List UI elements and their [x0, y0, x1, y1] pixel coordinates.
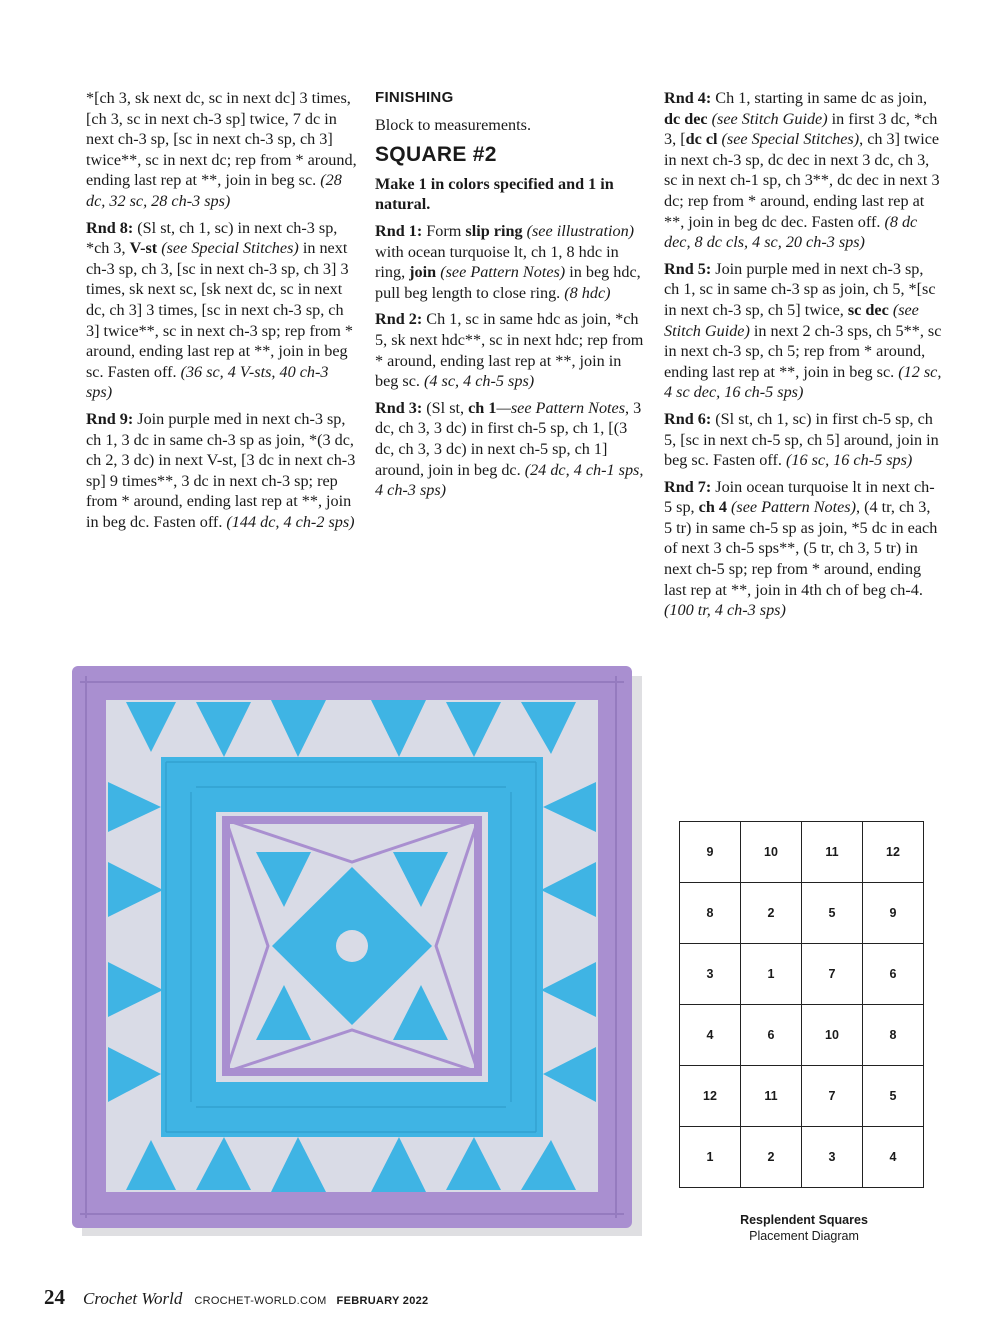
website: CROCHET-WORLD.COM: [194, 1295, 327, 1307]
finishing-text: Block to measurements.: [375, 115, 531, 134]
diagram-caption: [679, 1212, 929, 1244]
grid-row: [680, 1127, 924, 1188]
crochet-square-photo: [66, 662, 644, 1240]
rnd2-paragraph: Rnd 2: Ch 1, sc in same hdc as join, *ch 5, sk next hdc**, sc in next hdc; rep from * around, ending last rep at **, join in beg sc. (4 sc, 4 ch-5 sps): [375, 310, 644, 391]
diagram-caption-subtitle: Placement Diagram: [749, 1229, 859, 1243]
grid-cell: 3: [802, 1127, 863, 1188]
grid-cell: 4: [680, 1005, 741, 1066]
make-instruction: Make 1 in colors specified and 1 in natural.: [375, 174, 614, 214]
grid-cell: 2: [741, 1127, 802, 1188]
magazine-name: Crochet World: [83, 1289, 183, 1308]
placement-diagram: [679, 821, 924, 1188]
grid-cell: 9: [863, 883, 924, 944]
grid-cell: 7: [802, 944, 863, 1005]
grid-cell: 7: [802, 1066, 863, 1127]
grid-row: [680, 1066, 924, 1127]
rnd8-paragraph: Rnd 8: (Sl st, ch 1, sc) in next ch-3 sp, *ch 3, V-st (see Special Stitches) in next ch-3 sp, ch 3, [sc in next ch-3 sp, ch 3] 3 times, sk next sc, [sk next dc, sc in next dc, ch 3] 3 times, [sc in next ch-3 sp, ch 3] twice**, sc in next ch-3 sp; rep from * around, ending last rep at **, join in beg sc. Fasten off. (36 sc, 4 V-sts, 40 ch-3 sps): [86, 218, 354, 402]
rnd9-paragraph: Rnd 9: Join purple med in next ch-3 sp, ch 1, 3 dc in same ch-3 sp as join, *(3 dc, ch 2, 3 dc) in next V-st, [3 dc in next ch-3 sp] 9 times**, 3 dc in next ch-3 sp; rep from * around, ending last rep at **, join in beg dc. Fasten off. (144 dc, 4 ch-2 sps): [86, 409, 356, 531]
rnd3-paragraph: Rnd 3: (Sl st, ch 1—see Pattern Notes, 3 dc, ch 3, 3 dc) in first ch-5 sp, ch 1, [(3 dc, ch 3, 3 dc) in next ch-5 sp, ch 1] around, join in beg dc. (24 dc, 4 ch-1 sps, 4 ch-3 sps): [375, 398, 644, 500]
issue-date: FEBRUARY 2022: [336, 1295, 429, 1307]
diagram-caption-title: Resplendent Squares: [740, 1213, 868, 1227]
rnd4-paragraph: Rnd 4: Ch 1, starting in same dc as join, dc dec (see Stitch Guide) in first 3 dc, *ch 3, [dc cl (see Special Stitches), ch 3] twice in next ch-3 sp, dc dec in next 3 dc, ch 3, sc in next ch-1 sp, ch 3**, dc dec in next 3 dc; rep from * around, ending last rep at **, join in beg dc dec. Fasten off. (8 dc dec, 8 dc cls, 4 sc, 20 ch-3 sps): [664, 89, 940, 252]
grid-row: [680, 1005, 924, 1066]
placement-grid: [679, 821, 924, 1188]
grid-cell: 10: [802, 1005, 863, 1066]
rnd6-paragraph: Rnd 6: (Sl st, ch 1, sc) in first ch-5 sp, ch 5, [sc in next ch-5 sp, ch 5] around, join in beg sc. Fasten off. (16 sc, 16 ch-5 sps): [664, 409, 939, 470]
grid-cell: 9: [680, 822, 741, 883]
grid-cell: 8: [680, 883, 741, 944]
grid-row: [680, 944, 924, 1005]
page-number: 24: [44, 1285, 65, 1309]
grid-cell: 5: [802, 883, 863, 944]
grid-cell: 11: [741, 1066, 802, 1127]
grid-cell: 12: [863, 822, 924, 883]
grid-cell: 8: [863, 1005, 924, 1066]
rnd1-paragraph: Rnd 1: Form slip ring (see illustration) with ocean turquoise lt, ch 1, 8 hdc in ring, join (see Pattern Notes) in beg hdc, pull beg length to close ring. (8 hdc): [375, 221, 641, 302]
rnd7-paragraph: Rnd 7: Join ocean turquoise lt in next ch-5 sp, ch 4 (see Pattern Notes), (4 tr, ch 3, 5 tr) in same ch-5 sp as join, *5 dc in each of next 3 ch-5 sps**, (5 tr, ch 3, 5 tr) in next ch-5 sp; rep from * around, ending last rep at **, join in 4th ch of beg ch-4. (100 tr, 4 ch-3 sps): [664, 477, 938, 620]
grid-cell: 6: [863, 944, 924, 1005]
square-2-heading: SQUARE #2: [375, 143, 497, 167]
column-1: [86, 88, 358, 538]
grid-cell: 10: [741, 822, 802, 883]
grid-row: [680, 883, 924, 944]
grid-cell: 5: [863, 1066, 924, 1127]
column-3: [664, 88, 942, 627]
grid-cell: 2: [741, 883, 802, 944]
rnd5-paragraph: Rnd 5: Join purple med in next ch-3 sp, ch 1, sc in same ch-3 sp as join, ch 5, *[sc in next ch-3 sp, ch 5] twice, sc dec (see Stitch Guide) in next 2 ch-3 sps, ch 5**, sc in next ch-3 sp, ch 5; rep from * around, ending last rep at **, join in beg sc. (12 sc, 4 sc dec, 16 ch-5 sps): [664, 259, 942, 402]
rnd7-continuation: *[ch 3, sk next dc, sc in next dc] 3 times, [ch 3, sc in next ch-3 sp] twice, 7 dc in next ch-3 sp, [sc in next ch-3 sp, ch 3] twice**, sc in next dc; rep from * around, ending last rep at **, join in beg sc. (28 dc, 32 sc, 28 ch-3 sps): [86, 89, 357, 210]
grid-cell: 1: [741, 944, 802, 1005]
grid-cell: 6: [741, 1005, 802, 1066]
grid-cell: 11: [802, 822, 863, 883]
grid-cell: 1: [680, 1127, 741, 1188]
column-2: [375, 88, 647, 507]
grid-row: [680, 822, 924, 883]
grid-cell: 12: [680, 1066, 741, 1127]
grid-cell: 4: [863, 1127, 924, 1188]
finishing-heading: FINISHING: [375, 89, 454, 106]
page-footer: [44, 1285, 428, 1310]
grid-cell: 3: [680, 944, 741, 1005]
